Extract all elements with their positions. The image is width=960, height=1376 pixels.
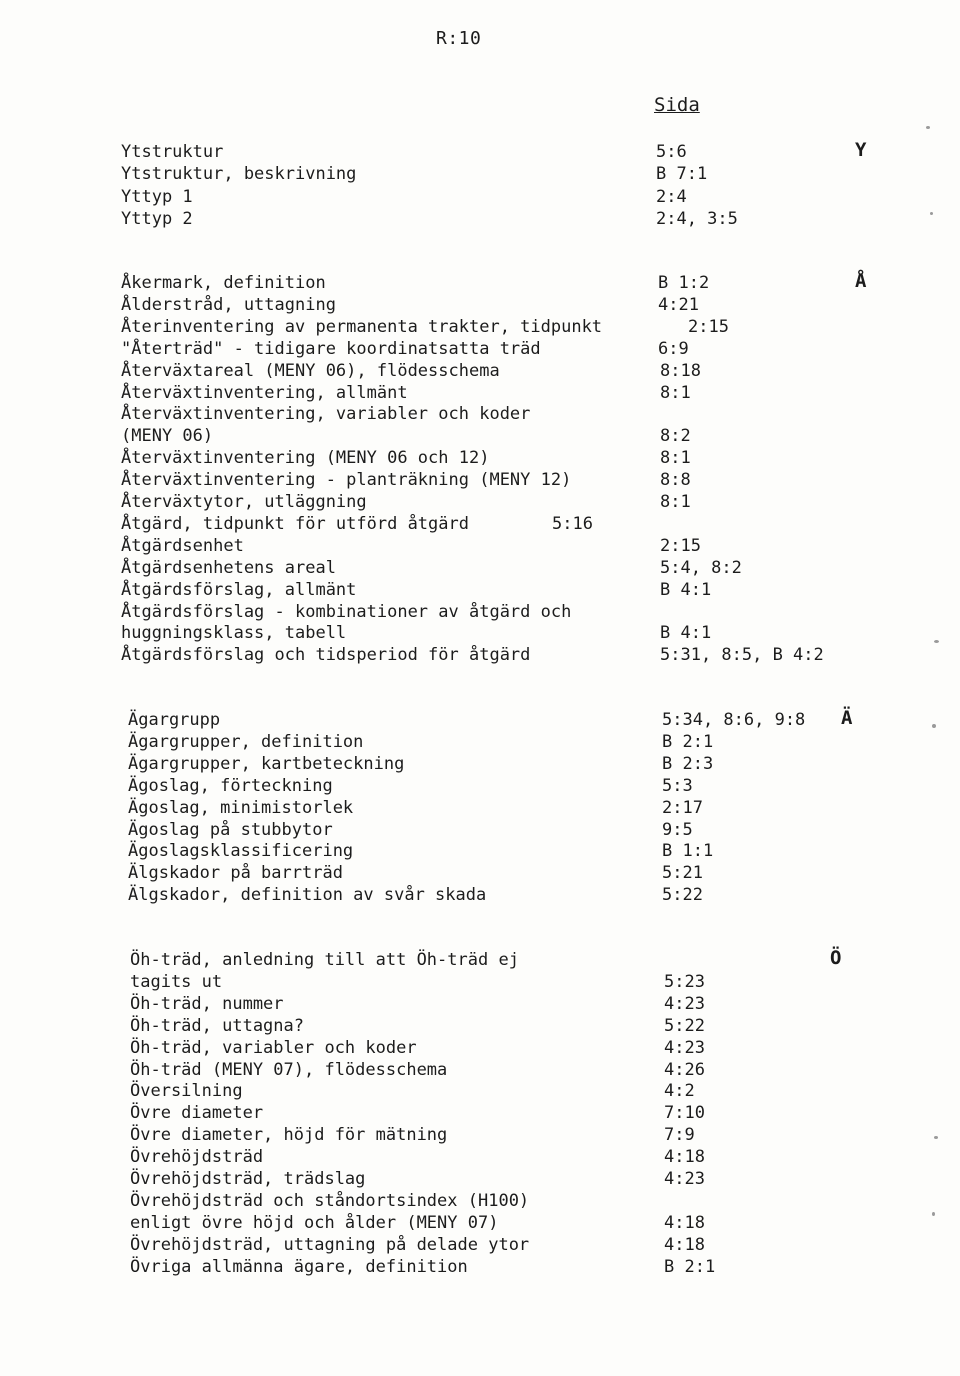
index-entry [0, 163, 960, 185]
entry-page-ref: 9:5 [662, 819, 693, 840]
entry-page-ref: 5:22 [662, 885, 703, 906]
index-entry [0, 186, 960, 208]
entry-term: Övre diameter [130, 1103, 264, 1124]
entry-term: Ägoslagsklassificering [128, 841, 354, 862]
index-entry [0, 491, 960, 513]
entry-term: Övre diameter, höjd för mätning [130, 1125, 448, 1146]
entry-term: Övriga allmänna ägare, definition [130, 1256, 468, 1277]
entry-term: Övrehöjdsträd och ståndortsindex (H100) [130, 1190, 530, 1211]
entry-page-ref: 5:6 [656, 142, 687, 162]
index-entry [0, 1080, 960, 1102]
section-letter: Å [855, 270, 867, 292]
entry-term: Övrehöjdsträd, uttagning på delade ytor [130, 1234, 530, 1255]
entry-page-ref: 4:23 [664, 1169, 705, 1189]
index-entry [0, 1015, 960, 1037]
index-entry [0, 403, 960, 425]
entry-term: Yttyp 1 [121, 186, 193, 207]
entry-page-ref: 5:21 [662, 863, 703, 884]
entry-term: Öh-träd, nummer [130, 993, 284, 1014]
entry-page-ref: 5:31, 8:5, B 4:2 [660, 645, 824, 666]
entry-term: Åtgärd, tidpunkt för utförd åtgärd [121, 513, 469, 534]
entry-term: Öh-träd (MENY 07), flödesschema [130, 1059, 448, 1080]
index-entry [0, 993, 960, 1015]
index-entry [0, 862, 960, 884]
entry-page-ref: B 1:1 [662, 841, 714, 862]
index-entry [0, 557, 960, 579]
entry-page-ref: 5:34, 8:6, 9:8 [662, 710, 806, 730]
index-entry [0, 1124, 960, 1146]
entry-term: Återväxtinventering - planträkning (MENY 12) [121, 470, 572, 491]
index-entry [0, 360, 960, 382]
entry-term: Ägargrupp [128, 710, 221, 730]
entry-term: tagits ut [130, 971, 223, 992]
entry-term: Åtgärdsförslag - kombinationer av åtgärd och [121, 601, 572, 622]
index-entry [0, 425, 960, 447]
index-entry [0, 731, 960, 753]
entry-page-ref: 8:18 [660, 360, 701, 381]
entry-term: Återväxtinventering, variabler och koder [121, 404, 531, 425]
entry-term: enligt övre höjd och ålder (MENY 07) [130, 1212, 499, 1233]
page-reference: R:10 [436, 28, 482, 49]
scan-speck [930, 212, 933, 215]
scan-speck [932, 724, 936, 728]
index-entry [0, 1234, 960, 1256]
index-entry [0, 469, 960, 491]
entry-page-ref: 7:9 [664, 1125, 695, 1146]
index-entry [0, 1256, 960, 1278]
index-entry [0, 797, 960, 819]
entry-term: Ytstruktur [121, 142, 224, 162]
entry-term: Åtgärdsförslag, allmänt [121, 579, 357, 600]
index-entry [0, 622, 960, 644]
index-entry [0, 208, 960, 230]
entry-page-ref: 8:1 [660, 382, 691, 403]
index-entry [0, 272, 960, 294]
entry-page-ref: 2:4, 3:5 [656, 208, 738, 229]
entry-page-ref: B 4:1 [660, 579, 712, 600]
entry-page-ref: B 1:2 [658, 273, 710, 293]
entry-page-ref: B 2:1 [664, 1256, 716, 1277]
index-entry [0, 1146, 960, 1168]
entry-page-ref: 5:22 [664, 1015, 705, 1036]
index-entry [0, 535, 960, 557]
section-letter: Ä [841, 707, 853, 729]
index-entry [0, 884, 960, 906]
entry-page-ref: 2:4 [656, 186, 687, 207]
index-entry [0, 1059, 960, 1081]
index-entry [0, 1168, 960, 1190]
index-entry [0, 775, 960, 797]
entry-term: Ägargrupper, kartbeteckning [128, 753, 405, 774]
entry-page-ref: 4:2 [664, 1081, 695, 1102]
entry-term: Återväxtareal (MENY 06), flödesschema [121, 360, 500, 381]
entry-page-ref: 4:23 [664, 993, 705, 1014]
index-entry [0, 447, 960, 469]
scan-speck [932, 1212, 935, 1216]
entry-term: Åkermark, definition [121, 273, 326, 293]
entry-page-ref: 4:18 [664, 1234, 705, 1255]
entry-term: Återväxtinventering (MENY 06 och 12) [121, 448, 490, 469]
entry-term: Älgskador på barrträd [128, 863, 343, 884]
index-entry [0, 513, 960, 535]
index-entry [0, 971, 960, 993]
entry-term: Återväxtytor, utläggning [121, 492, 367, 512]
page-column-header: Sida [654, 94, 700, 116]
entry-page-ref: 5:4, 8:2 [660, 557, 742, 578]
scan-speck [934, 640, 939, 643]
index-entry [0, 382, 960, 404]
entry-page-ref: 4:18 [664, 1212, 705, 1233]
entry-term: Översilning [130, 1081, 243, 1102]
entry-term: Älgskador, definition av svår skada [128, 885, 487, 906]
entry-page-ref: 4:18 [664, 1147, 705, 1168]
index-entry [0, 316, 960, 338]
entry-term: Yttyp 2 [121, 208, 193, 229]
entry-page-ref: 6:9 [658, 338, 689, 359]
index-entry [0, 601, 960, 623]
entry-term: Återinventering av permanenta trakter, tidpunkt [121, 316, 603, 337]
index-entry [0, 644, 960, 666]
entry-term: "Återträd" - tidigare koordinatsatta träd [121, 338, 541, 359]
index-entry [0, 338, 960, 360]
entry-page-ref: B 4:1 [660, 623, 712, 644]
entry-page-ref: 8:1 [660, 492, 691, 512]
entry-term: (MENY 06) [121, 426, 214, 447]
entry-term: Ytstruktur, beskrivning [121, 164, 357, 185]
entry-page-ref: 8:8 [660, 470, 691, 491]
entry-term: Ägargrupper, definition [128, 731, 364, 752]
entry-term: Ålderstråd, uttagning [121, 294, 336, 315]
index-entry [0, 1212, 960, 1234]
index-entry [0, 579, 960, 601]
entry-term: Åtgärdsenhetens areal [121, 557, 336, 578]
index-entry [0, 709, 960, 731]
entry-term: Ägoslag på stubbytor [128, 819, 333, 840]
entry-term: Öh-träd, uttagna? [130, 1015, 304, 1036]
entry-page-ref: B 7:1 [656, 164, 708, 185]
entry-term: Öh-träd, variabler och koder [130, 1037, 417, 1058]
index-entry [0, 753, 960, 775]
entry-page-ref: 2:15 [688, 316, 729, 337]
entry-page-ref: 2:17 [662, 797, 703, 818]
entry-term: Ägoslag, minimistorlek [128, 797, 354, 818]
entry-page-ref: 5:16 [552, 513, 593, 534]
entry-page-ref: 8:1 [660, 448, 691, 469]
entry-page-ref: 4:23 [664, 1037, 705, 1058]
entry-page-ref: 4:21 [658, 294, 699, 315]
entry-term: Öh-träd, anledning till att Öh-träd ej [130, 950, 519, 970]
entry-page-ref: 5:23 [664, 971, 705, 992]
entry-page-ref: B 2:3 [662, 753, 714, 774]
entry-term: Åtgärdsförslag och tidsperiod för åtgärd [121, 645, 531, 666]
index-entry [0, 1102, 960, 1124]
entry-page-ref: 2:15 [660, 535, 701, 556]
entry-page-ref: 8:2 [660, 426, 691, 447]
scan-speck [934, 1136, 938, 1139]
index-entry [0, 949, 960, 971]
section-letter: Ö [830, 947, 842, 969]
section-letter: Y [855, 139, 867, 161]
entry-page-ref: B 2:1 [662, 731, 714, 752]
entry-term: Övrehöjdsträd, trädslag [130, 1169, 366, 1189]
index-entry [0, 1037, 960, 1059]
entry-term: Åtgärdsenhet [121, 535, 244, 556]
entry-term: Övrehöjdsträd [130, 1147, 264, 1168]
scan-speck [926, 126, 930, 129]
index-entry [0, 819, 960, 841]
index-entry [0, 1190, 960, 1212]
index-entry [0, 840, 960, 862]
entry-page-ref: 7:10 [664, 1103, 705, 1124]
entry-page-ref: 4:26 [664, 1059, 705, 1080]
entry-term: Återväxtinventering, allmänt [121, 382, 408, 403]
entry-term: huggningsklass, tabell [121, 623, 347, 644]
entry-page-ref: 5:3 [662, 775, 693, 796]
index-entry [0, 141, 960, 163]
index-entry [0, 294, 960, 316]
entry-term: Ägoslag, förteckning [128, 775, 333, 796]
